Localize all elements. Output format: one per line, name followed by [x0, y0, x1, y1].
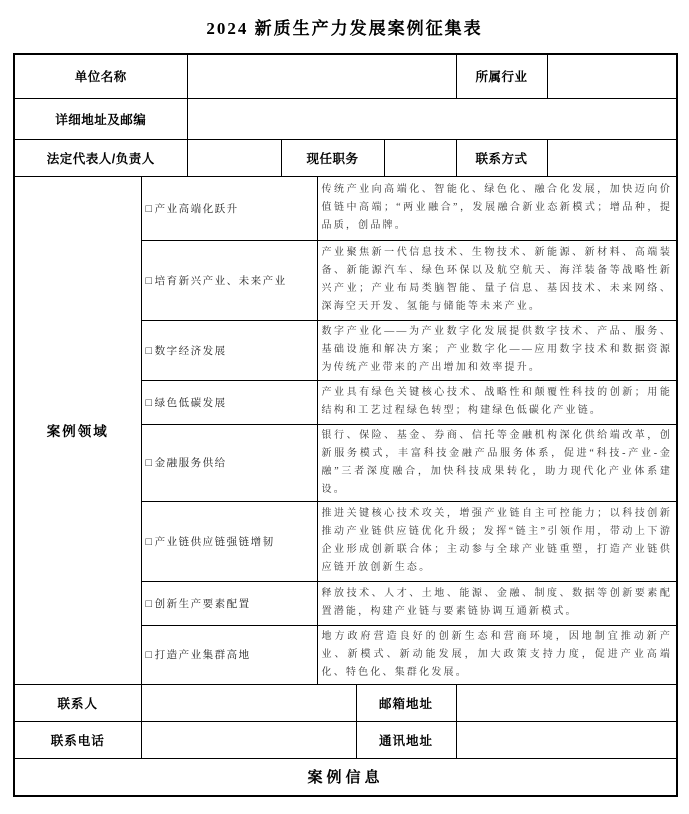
row-case-info	[14, 758, 677, 796]
case-field-row	[14, 176, 677, 240]
case-option-7[interactable]	[141, 625, 317, 684]
case-option-description: 推进关键核心技术攻关，增强产业链自主可控能力；以科技创新推动产业链供应链优化升级；发挥“链主”引领作用，带动上下游企业形成创新联合体；主动参与全球产业链重塑，打造产业链供应链开放创新生态。	[317, 501, 677, 581]
case-option-description: 释放技术、人才、土地、能源、金融、制度、数据等创新要素配置潜能，构建产业链与要素链协调互通新模式。	[317, 581, 677, 625]
case-option-description: 地方政府营造良好的创新生态和营商环境，因地制宜推动新产业、新模式、新动能发展，加大政策支持力度，促进产业高端化、特色化、集群化发展。	[317, 625, 677, 684]
row-contact-person	[14, 684, 677, 721]
row-contact-phone	[14, 721, 677, 758]
case-option-1[interactable]	[141, 240, 317, 320]
contact-method-input[interactable]	[547, 139, 677, 176]
case-option-description: 传统产业向高端化、智能化、绿色化、融合化发展，加快迈向价值链中高端；“两业融合”，发展融合新业态新模式；增品种，提品质，创品牌。	[317, 176, 677, 240]
contact-method-label: 联系方式	[456, 139, 547, 176]
case-option-description: 数字产业化——为产业数字化发展提供数字技术、产品、服务、基础设施和解决方案；产业数字化——应用数字技术和数据资源为传统产业带来的产出增加和效率提升。	[317, 320, 677, 380]
checkbox-icon[interactable]: □	[145, 649, 154, 661]
case-option-label: 打造产业集群高地	[154, 650, 251, 661]
position-label: 现任职务	[281, 139, 384, 176]
case-option-2[interactable]	[141, 320, 317, 380]
case-option-label: 绿色低碳发展	[154, 397, 227, 409]
checkbox-icon[interactable]: □	[145, 202, 154, 215]
email-input[interactable]	[456, 684, 677, 721]
case-option-3[interactable]	[141, 380, 317, 424]
case-option-6[interactable]	[141, 581, 317, 625]
checkbox-icon[interactable]: □	[145, 396, 154, 409]
case-option-5[interactable]	[141, 501, 317, 581]
phone-label: 联系电话	[14, 721, 141, 758]
case-option-0[interactable]	[141, 176, 317, 240]
legal-rep-input[interactable]	[187, 139, 281, 176]
checkbox-icon[interactable]: □	[145, 457, 154, 469]
row-unit-name	[14, 54, 677, 98]
case-info-label: 案例信息	[14, 758, 677, 796]
case-field-label: 案例领域	[14, 176, 141, 684]
row-legal-rep	[14, 139, 677, 176]
checkbox-icon[interactable]: □	[145, 274, 154, 287]
unit-name-input[interactable]	[187, 54, 456, 98]
mail-address-input[interactable]	[456, 721, 677, 758]
unit-name-label: 单位名称	[14, 54, 187, 98]
case-option-label: 数字经济发展	[154, 345, 227, 357]
case-option-description: 产业具有绿色关键核心技术、战略性和颠覆性科技的创新；用能结构和工艺过程绿色转型；构建绿色低碳化产业链。	[317, 380, 677, 424]
case-option-label: 产业高端化跃升	[154, 203, 239, 215]
contact-person-input[interactable]	[141, 684, 356, 721]
case-option-4[interactable]	[141, 424, 317, 501]
address-input[interactable]	[187, 98, 677, 139]
position-input[interactable]	[384, 139, 456, 176]
case-option-label: 产业链供应链强链增韧	[154, 536, 275, 548]
phone-input[interactable]	[141, 721, 356, 758]
case-option-label: 创新生产要素配置	[154, 598, 251, 610]
checkbox-icon[interactable]: □	[145, 344, 154, 357]
row-address	[14, 98, 677, 139]
legal-rep-label: 法定代表人/负责人	[14, 139, 187, 176]
case-collection-form	[13, 53, 678, 797]
case-option-description: 产业聚焦新一代信息技术、生物技术、新能源、新材料、高端装备、新能源汽车、绿色环保以及航空航天、海洋装备等战略性新兴产业；产业布局类脑智能、量子信息、基因技术、未来网络、深海空天开发、氢能与储能等未来产业。	[317, 240, 677, 320]
address-label: 详细地址及邮编	[14, 98, 187, 139]
case-option-description: 银行、保险、基金、券商、信托等金融机构深化供给端改革，创新服务模式，丰富科技金融产品服务体系，促进“科技-产业-金融”三者深度融合，加快科技成果转化，助力现代化产业体系建设。	[317, 424, 677, 501]
industry-label: 所属行业	[456, 54, 547, 98]
mail-address-label: 通讯地址	[356, 721, 456, 758]
checkbox-icon[interactable]: □	[145, 535, 154, 548]
page-title: 2024 新质生产力发展案例征集表	[206, 19, 483, 38]
contact-person-label: 联系人	[14, 684, 141, 721]
email-label: 邮箱地址	[356, 684, 456, 721]
industry-input[interactable]	[547, 54, 677, 98]
case-option-label: 金融服务供给	[154, 458, 227, 469]
checkbox-icon[interactable]: □	[145, 597, 154, 610]
case-option-label: 培育新兴产业、未来产业	[154, 275, 287, 287]
